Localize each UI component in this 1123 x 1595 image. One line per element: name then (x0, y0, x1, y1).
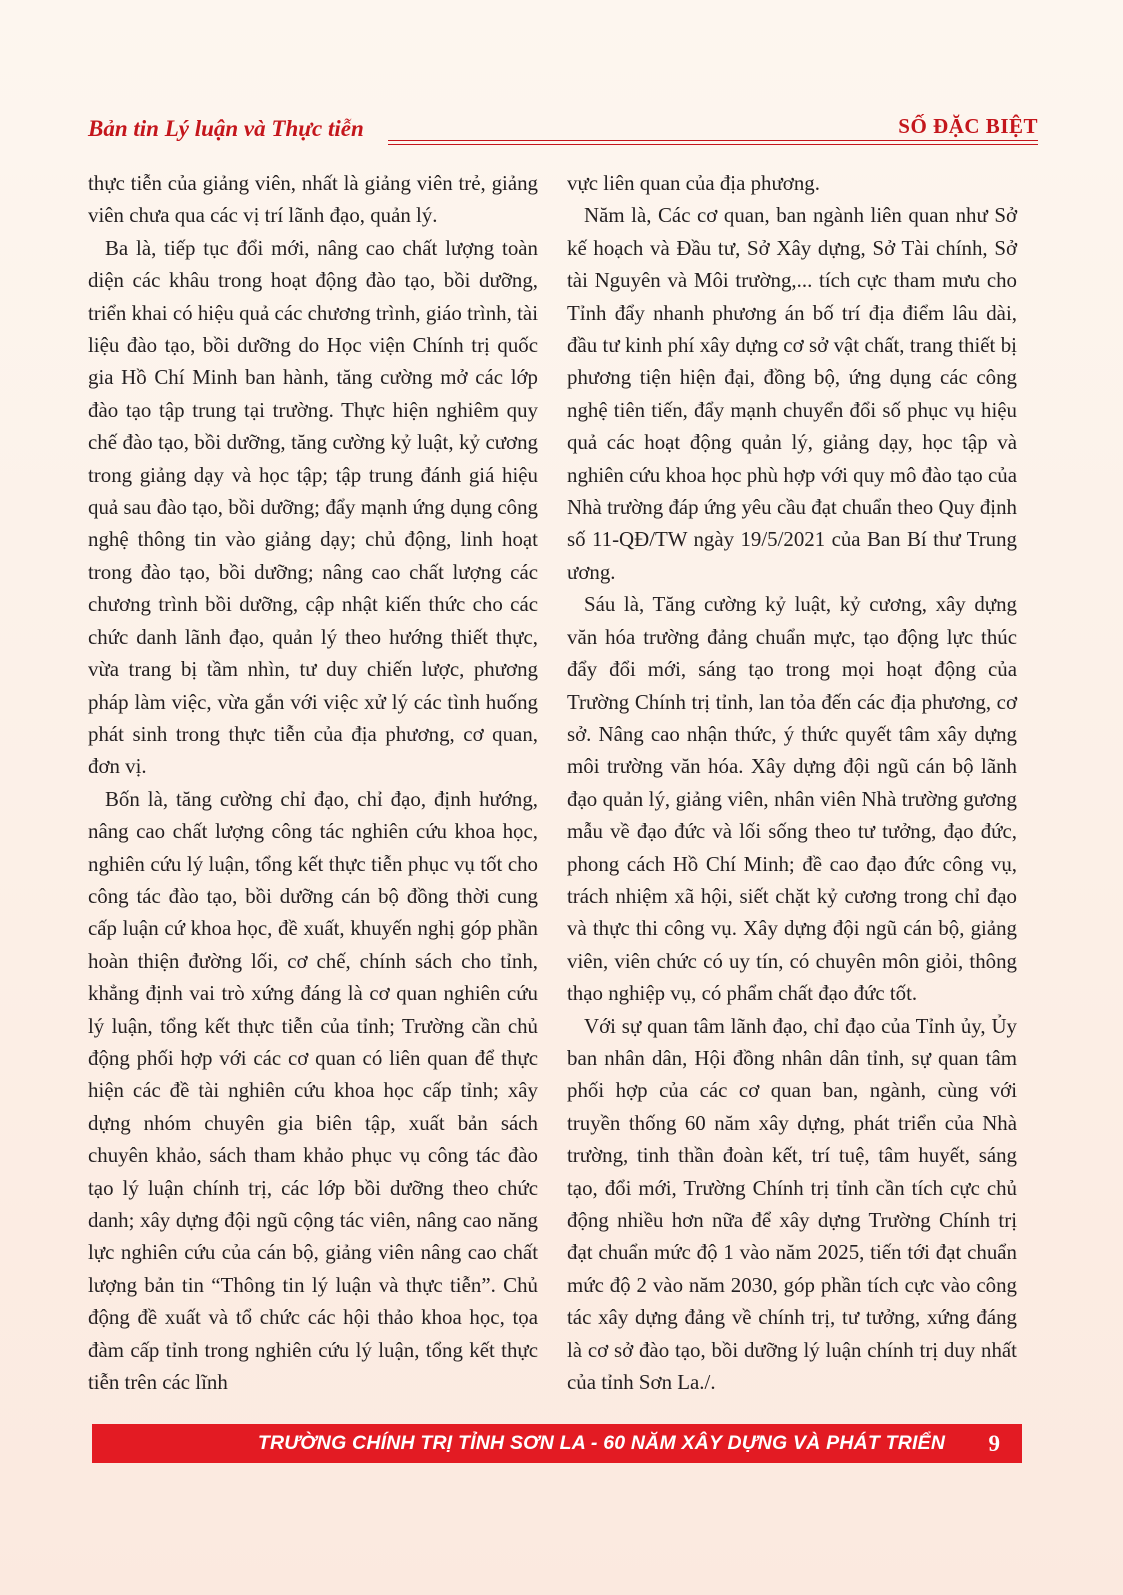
footer-title: TRƯỜNG CHÍNH TRỊ TỈNH SƠN LA - 60 NĂM XÂY DỰNG VÀ PHÁT TRIỂN (257, 1432, 946, 1454)
footer-banner (92, 1424, 1022, 1463)
right-column (567, 167, 1017, 1398)
publication-title: Bản tin Lý luận và Thực tiễn (88, 116, 364, 141)
left-column (88, 167, 538, 1398)
header-divider (388, 140, 1038, 145)
issue-label: SỐ ĐẶC BIỆT (898, 114, 1038, 138)
page-number: 9 (988, 1431, 1000, 1456)
paragraph-nam-la: Năm là, Các cơ quan, ban ngành liên quan như Sở kế hoạch và Đầu tư, Sở Xây dựng, Sở Tài chính, Sở tài Nguyên và Môi trường,... tích cực tham mưu cho Tỉnh đẩy nhanh phương án bố trí địa điểm lâu dài, đầu tư kinh phí xây dựng cơ sở vật chất, trang thiết bị phương tiện hiện đại, đồng bộ, ứng dụng các công nghệ tiên tiến, đẩy mạnh chuyển đổi số phục vụ hiệu quả các hoạt động quản lý, giảng dạy, học tập và nghiên cứu khoa học phù hợp với quy mô đào tạo của Nhà trường đáp ứng yêu cầu đạt chuẩn theo Quy định số 11-QĐ/TW ngày 19/5/2021 của Ban Bí thư Trung ương. (567, 203, 1017, 584)
paragraph-continuation: vực liên quan của địa phương. (567, 171, 820, 195)
paragraph-conclusion: Với sự quan tâm lãnh đạo, chỉ đạo của Tỉnh ủy, Ủy ban nhân dân, Hội đồng nhân dân tỉnh, sự quan tâm phối hợp của các cơ quan ban, ngành, cùng với truyền thống 60 năm xây dựng, phát triển của Nhà trường, tinh thần đoàn kết, trí tuệ, tâm huyết, sáng tạo, đổi mới, Trường Chính trị tỉnh cần tích cực chủ động nhiều hơn nữa để xây dựng Trường Chính trị đạt chuẩn mức độ 1 vào năm 2025, tiến tới đạt chuẩn mức độ 2 vào năm 2030, góp phần tích cực vào công tác xây dựng đảng về chính trị, tư tưởng, xứng đáng là cơ sở đào tạo, bồi dưỡng lý luận chính trị duy nhất của tỉnh Sơn La./. (567, 1013, 1017, 1395)
paragraph-continuation: thực tiễn của giảng viên, nhất là giảng viên trẻ, giảng viên chưa qua các vị trí lãnh đạo, quản lý. (88, 171, 538, 228)
paragraph-ba-la: Ba là, tiếp tục đổi mới, nâng cao chất lượng toàn diện các khâu trong hoạt động đào tạo, bồi dưỡng, triển khai có hiệu quả các chương trình, giáo trình, tài liệu đào tạo, bồi dưỡng do Học viện Chính trị quốc gia Hồ Chí Minh ban hành, tăng cường mở các lớp đào tạo tập trung tại trường. Thực hiện nghiêm quy chế đào tạo, bồi dưỡng, tăng cường kỷ luật, kỷ cương trong giảng dạy và học tập; tập trung đánh giá hiệu quả sau đào tạo, bồi dưỡng; đẩy mạnh ứng dụng công nghệ thông tin vào giảng dạy; chủ động, linh hoạt trong đào tạo, bồi dưỡng; nâng cao chất lượng các chương trình bồi dưỡng, cập nhật kiến thức cho các chức danh lãnh đạo, quản lý theo hướng thiết thực, vừa trang bị tầm nhìn, tư duy chiến lược, phương pháp làm việc, vừa gắn với việc xử lý các tình huống phát sinh trong thực tiễn của địa phương, cơ quan, đơn vị. (88, 235, 538, 779)
paragraph-bon-la: Bốn là, tăng cường chỉ đạo, chỉ đạo, định hướng, nâng cao chất lượng công tác nghiên cứu khoa học, nghiên cứu lý luận, tổng kết thực tiễn phục vụ tốt cho công tác đào tạo, bồi dưỡng cán bộ đồng thời cung cấp luận cứ khoa học, đề xuất, khuyến nghị góp phần hoàn thiện đường lối, cơ chế, chính sách cho tỉnh, khẳng định vai trò xứng đáng là cơ quan nghiên cứu lý luận, tổng kết thực tiễn của tỉnh; Trường cần chủ động phối hợp với các cơ quan có liên quan để thực hiện các đề tài nghiên cứu khoa học cấp tỉnh; xây dựng nhóm chuyên gia biên tập, xuất bản sách chuyên khảo, sách tham khảo phục vụ công tác đào tạo lý luận chính trị, các lớp bồi dưỡng theo chức danh; xây dựng đội ngũ cộng tác viên, nâng cao năng lực nghiên cứu của cán bộ, giảng viên nâng cao chất lượng bản tin “Thông tin lý luận và thực tiễn”. Chủ động đề xuất và tổ chức các hội thảo khoa học, tọa đàm cấp tỉnh trong nghiên cứu lý luận, tổng kết thực tiễn trên các lĩnh (88, 786, 538, 1395)
paragraph-sau-la: Sáu là, Tăng cường kỷ luật, kỷ cương, xây dựng văn hóa trường đảng chuẩn mực, tạo động lực thúc đẩy đổi mới, sáng tạo trong mọi hoạt động của Trường Chính trị tỉnh, lan tỏa đến các địa phương, cơ sở. Nâng cao nhận thức, ý thức quyết tâm xây dựng môi trường văn hóa. Xây dựng đội ngũ cán bộ lãnh đạo quản lý, giảng viên, nhân viên Nhà trường gương mẫu về đạo đức và lối sống theo tư tưởng, đạo đức, phong cách Hồ Chí Minh; đề cao đạo đức công vụ, trách nhiệm xã hội, siết chặt kỷ cương trong chỉ đạo và thực thi công vụ. Xây dựng đội ngũ cán bộ, giảng viên, viên chức có uy tín, có chuyên môn giỏi, thông thạo nghiệp vụ, có phẩm chất đạo đức tốt. (567, 592, 1017, 1006)
